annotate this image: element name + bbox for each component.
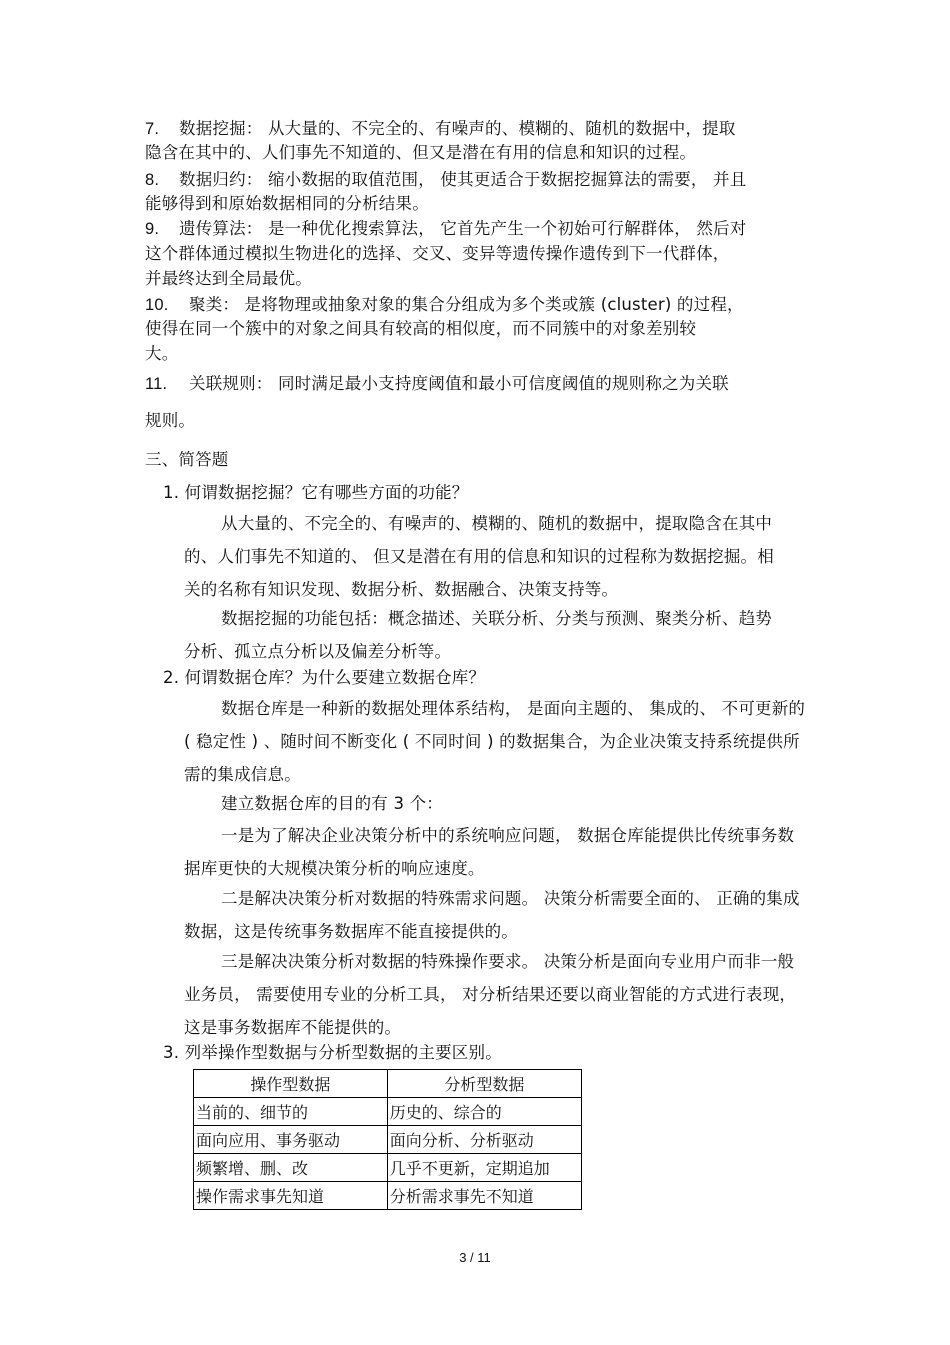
table-header-cell: 分析型数据 — [387, 1070, 581, 1098]
definition-number: 9. — [145, 220, 160, 238]
definition-10-line-1: 10. 聚类： 是将物理或抽象对象的集合分组成为多个类或簇 (cluster) 的过程， — [145, 295, 744, 314]
question-1-answer-1: 从大量的、不完全的、有噪声的、模糊的、随机的数据中，提取隐含在其中的、人们事先不知道的、 但又是潜在有用的信息和知识的过程称为数据挖掘。相关的名称有知识发现、数据分析、数据融合、决策支持等。 — [184, 514, 774, 599]
definition-number: 8. — [145, 171, 160, 189]
definition-8-line-2: 能够得到和原始数据相同的分析结果。 — [145, 194, 429, 213]
table-cell: 频繁增、删、改 — [194, 1154, 388, 1182]
question-1-title: 1. 何谓数据挖掘？它有哪些方面的功能？ — [163, 483, 469, 502]
page-number: 3 / 11 — [459, 1250, 491, 1265]
question-2-answer-4: 二是解决决策分析对数据的特殊需求问题。 决策分析需要全面的、 正确的集成数据，这是传统事务数据库不能直接提供的。 — [184, 889, 800, 941]
question-2-title: 2. 何谓数据仓库？为什么要建立数据仓库？ — [163, 668, 486, 687]
definition-8-line-1: 8. 数据归约： 缩小数据的取值范围， 使其更适合于数据挖掘算法的需要， 并且 — [145, 170, 747, 189]
definition-11-line-2: 规则。 — [145, 411, 196, 430]
definition-number: 7. — [145, 120, 160, 138]
definition-9-line-2: 这个群体通过模拟生物进化的选择、交叉、变异等遗传操作遗传到下一代群体， — [145, 244, 730, 263]
table-cell: 操作需求事先知道 — [194, 1182, 388, 1210]
table-row — [194, 1126, 582, 1154]
definition-number: 11. — [145, 375, 168, 393]
table-cell: 几乎不更新，定期追加 — [387, 1154, 581, 1182]
question-1-answer-2: 数据挖掘的功能包括：概念描述、关联分析、分类与预测、聚类分析、趋势分析、孤立点分析以及偏差分析等。 — [184, 609, 773, 661]
question-2-answer-5: 三是解决决策分析对数据的特殊操作要求。 决策分析是面向专业用户而非一般业务员， 需要使用专业的分析工具， 对分析结果还要以商业智能的方式进行表现，这是事务数据库不能提供的。 — [184, 952, 797, 1037]
table-cell: 历史的、综合的 — [387, 1098, 581, 1126]
question-2-answer-3: 一是为了解决企业决策分析中的系统响应问题， 数据仓库能提供比传统事务数据库更快的大规模决策分析的响应速度。 — [184, 826, 795, 878]
question-3-title: 3. 列举操作型数据与分析型数据的主要区别。 — [163, 1043, 502, 1062]
table-row — [194, 1098, 582, 1126]
definition-number: 10. — [145, 296, 169, 314]
question-2-answer-2: 建立数据仓库的目的有 3 个： — [221, 794, 443, 813]
definition-7-line-1: 7. 数据挖掘： 从大量的、不完全的、有噪声的、模糊的、随机的数据中，提取 — [145, 119, 736, 138]
definition-11-line-1: 11. 关联规则： 同时满足最小支持度阈值和最小可信度阈值的规则称之为关联 — [145, 374, 729, 393]
section-title: 三、简答题 — [145, 450, 229, 469]
table-cell: 分析需求事先不知道 — [387, 1182, 581, 1210]
definition-9-line-1: 9. 遗传算法： 是一种优化搜索算法， 它首先产生一个初始可行解群体， 然后对 — [145, 219, 747, 238]
table-cell: 面向分析、分析驱动 — [387, 1126, 581, 1154]
definition-9-line-3: 并最终达到全局最优。 — [145, 269, 312, 288]
question-2-answer-1: 数据仓库是一种新的数据处理体系结构， 是面向主题的、 集成的、 不可更新的 ( 稳定性 ) 、随时间不断变化 ( 不同时间 ) 的数据集合，为企业决策支持系统提供所需的集成信息。 — [184, 699, 806, 784]
table-header-row — [194, 1070, 582, 1098]
table-row — [194, 1182, 582, 1210]
table-cell: 当前的、细节的 — [194, 1098, 388, 1126]
table-cell: 面向应用、事务驱动 — [194, 1126, 388, 1154]
definition-10-line-3: 大。 — [145, 344, 179, 363]
definition-10-line-2: 使得在同一个簇中的对象之间具有较高的相似度，而不同簇中的对象差别较 — [145, 319, 697, 338]
table-row — [194, 1154, 582, 1182]
definition-7-line-2: 隐含在其中的、人们事先不知道的、但又是潜在有用的信息和知识的过程。 — [145, 143, 697, 162]
comparison-table — [193, 1069, 582, 1210]
table-header-cell: 操作型数据 — [194, 1070, 388, 1098]
